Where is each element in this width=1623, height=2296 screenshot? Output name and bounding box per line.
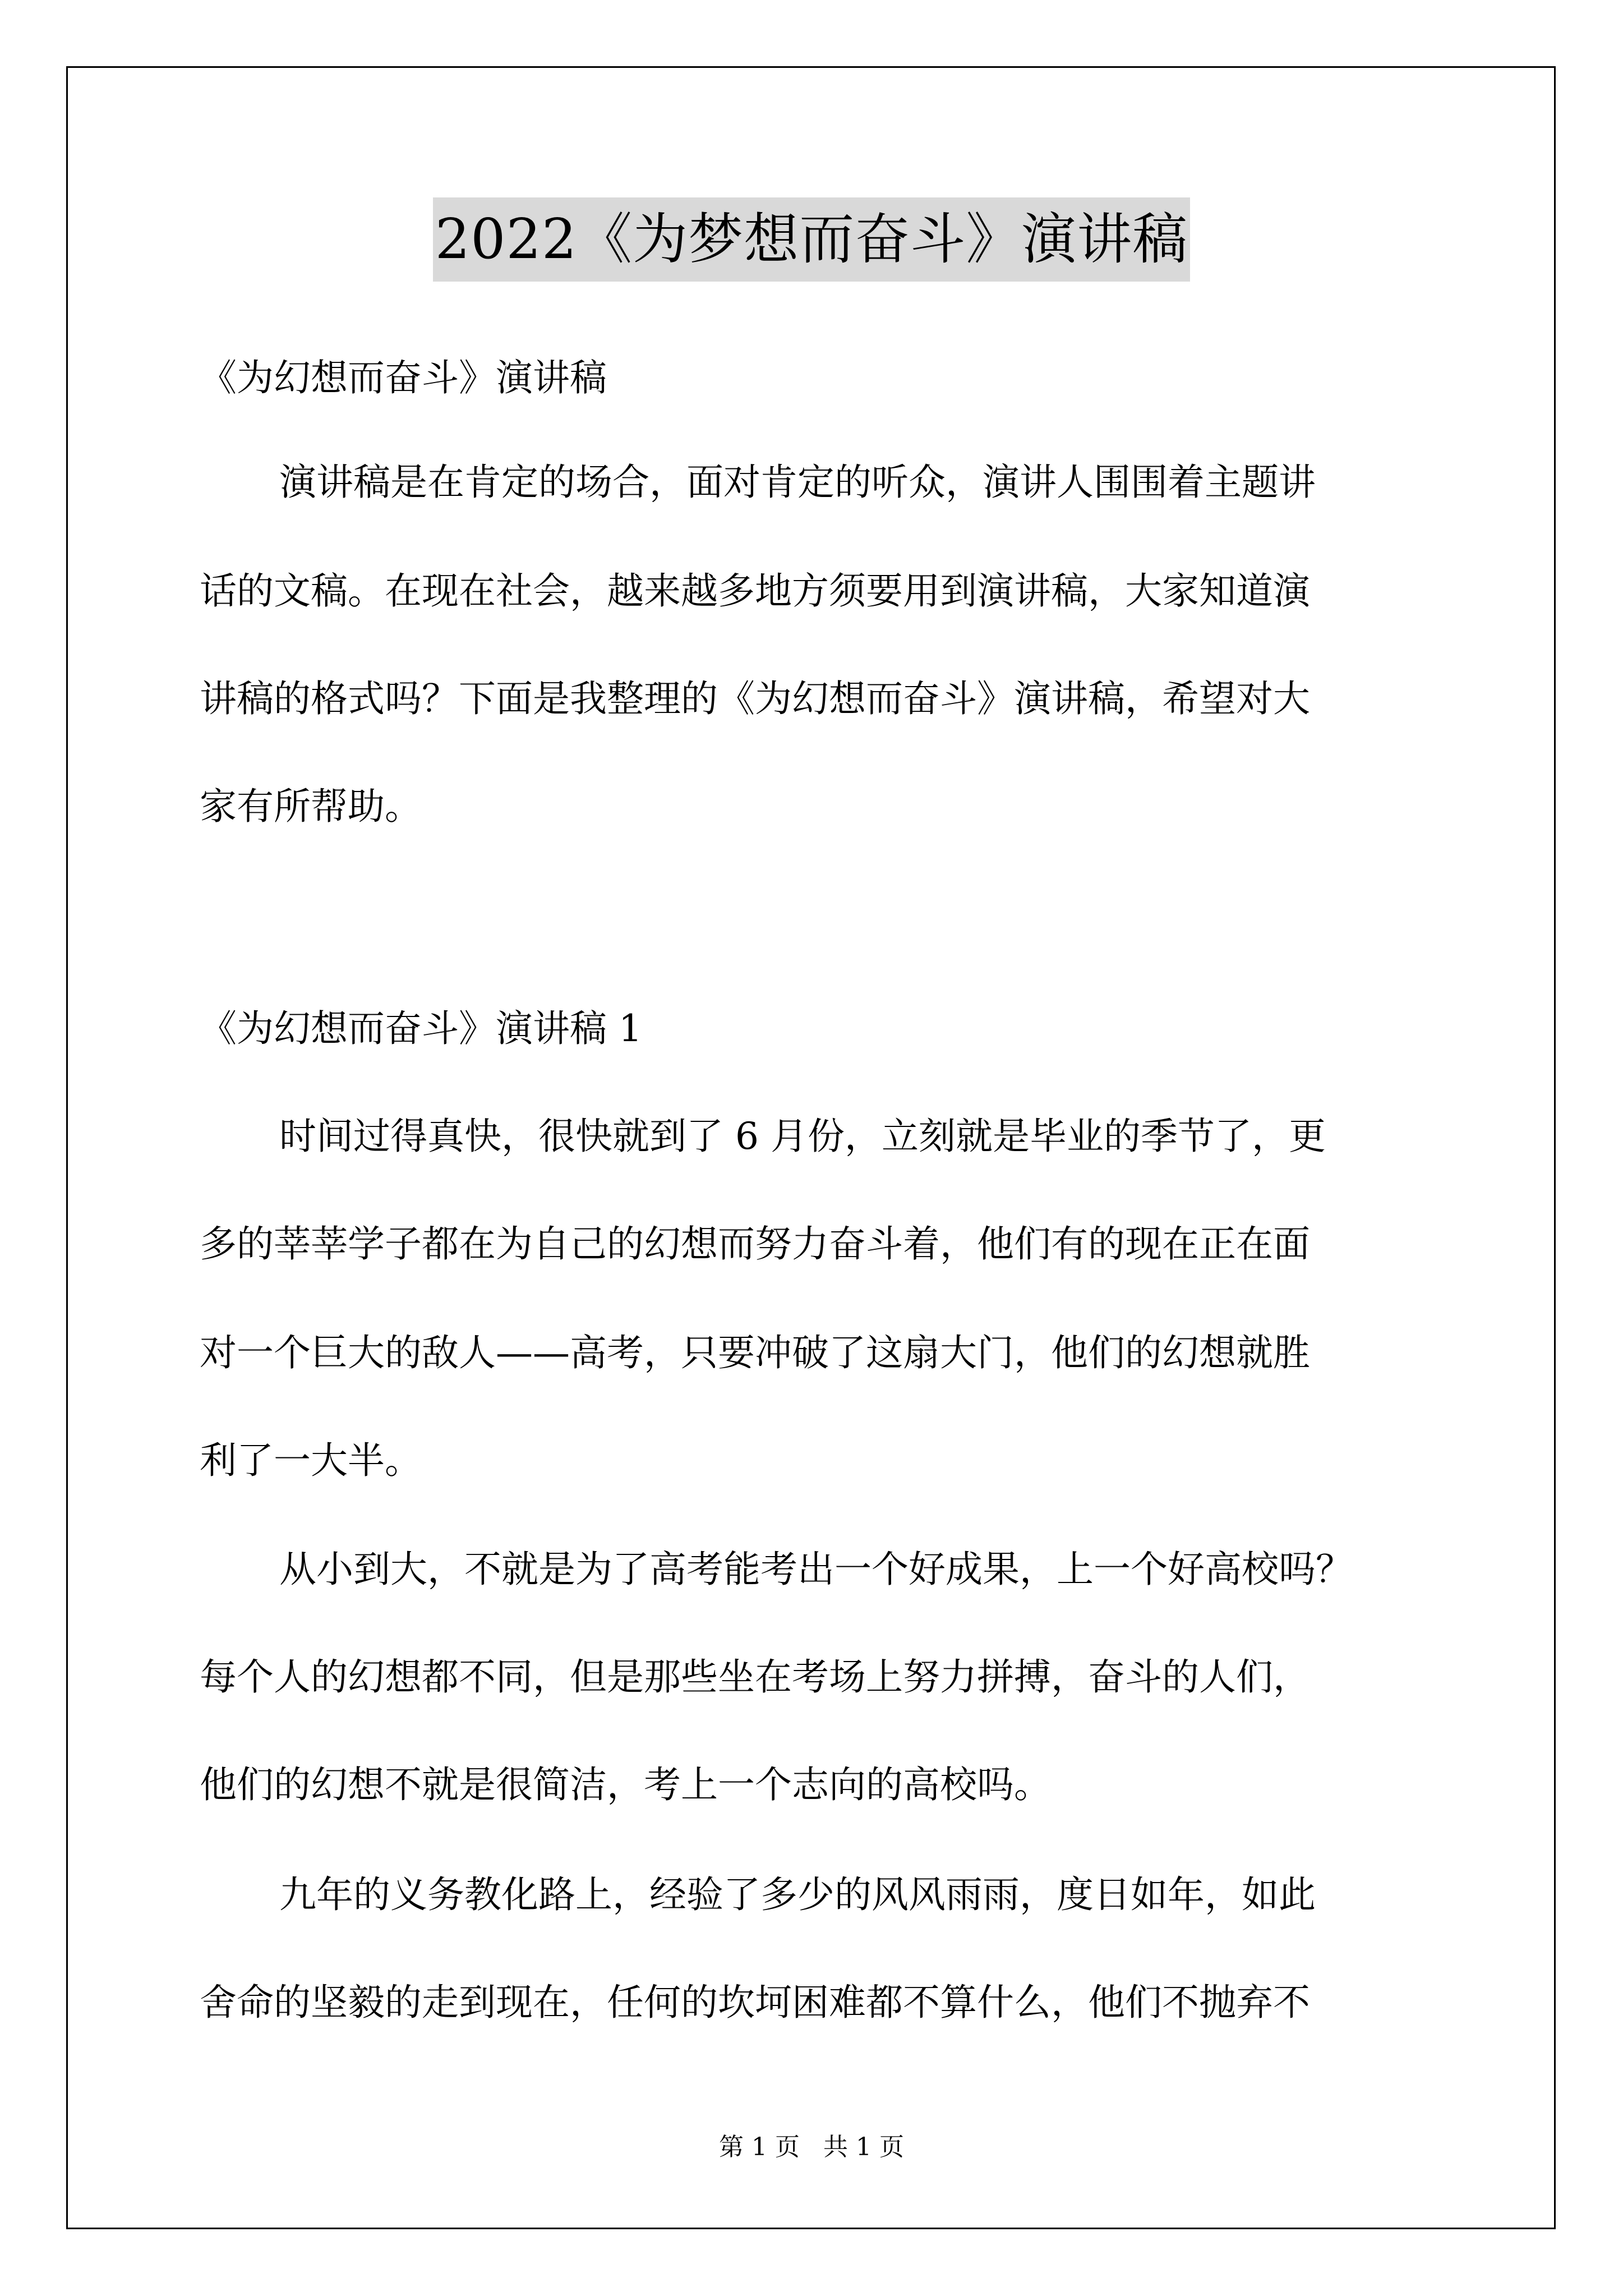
para3-line-2: 舍命的坚毅的走到现在，任何的坎坷困难都不算什么，他们不抛弃不 [200,1981,1310,2024]
para1-line-3: 对一个巨大的敌人——高考，只要冲破了这扇大门，他们的幻想就胜 [200,1331,1310,1374]
section-heading-1: 《为幻想而奋斗》演讲稿 1 [200,1007,642,1050]
para2-line-1: 从小到大，不就是为了高考能考出一个好成果，上一个好高校吗？ [279,1548,1353,1591]
para2-line-3: 他们的幻想不就是很简洁，考上一个志向的高校吗。 [200,1763,1051,1806]
intro-line-1: 演讲稿是在肯定的场合，面对肯定的听众，演讲人围围着主题讲 [279,461,1316,504]
document-subtitle: 《为幻想而奋斗》演讲稿 [200,356,607,399]
para1-line-1: 时间过得真快，很快就到了 6 月份，立刻就是毕业的季节了，更 [279,1115,1326,1158]
title-container [0,197,1623,282]
para1-line-2: 多的莘莘学子都在为自己的幻想而努力奋斗着，他们有的现在正在面 [200,1222,1310,1266]
document-title: 2022《为梦想而奋斗》演讲稿 [433,197,1190,282]
intro-line-4: 家有所帮助。 [200,785,422,828]
intro-line-2: 话的文稿。在现在社会，越来越多地方须要用到演讲稿，大家知道演 [200,569,1310,613]
para3-line-1: 九年的义务教化路上，经验了多少的风风雨雨，度日如年，如此 [279,1873,1316,1916]
intro-line-3: 讲稿的格式吗？下面是我整理的《为幻想而奋斗》演讲稿，希望对大 [200,677,1310,720]
page-footer: 第 1 页 共 1 页 [719,2133,904,2161]
para2-line-2: 每个人的幻想都不同，但是那些坐在考场上努力拼搏，奋斗的人们， [200,1655,1310,1699]
para1-line-4: 利了一大半。 [200,1439,422,1482]
